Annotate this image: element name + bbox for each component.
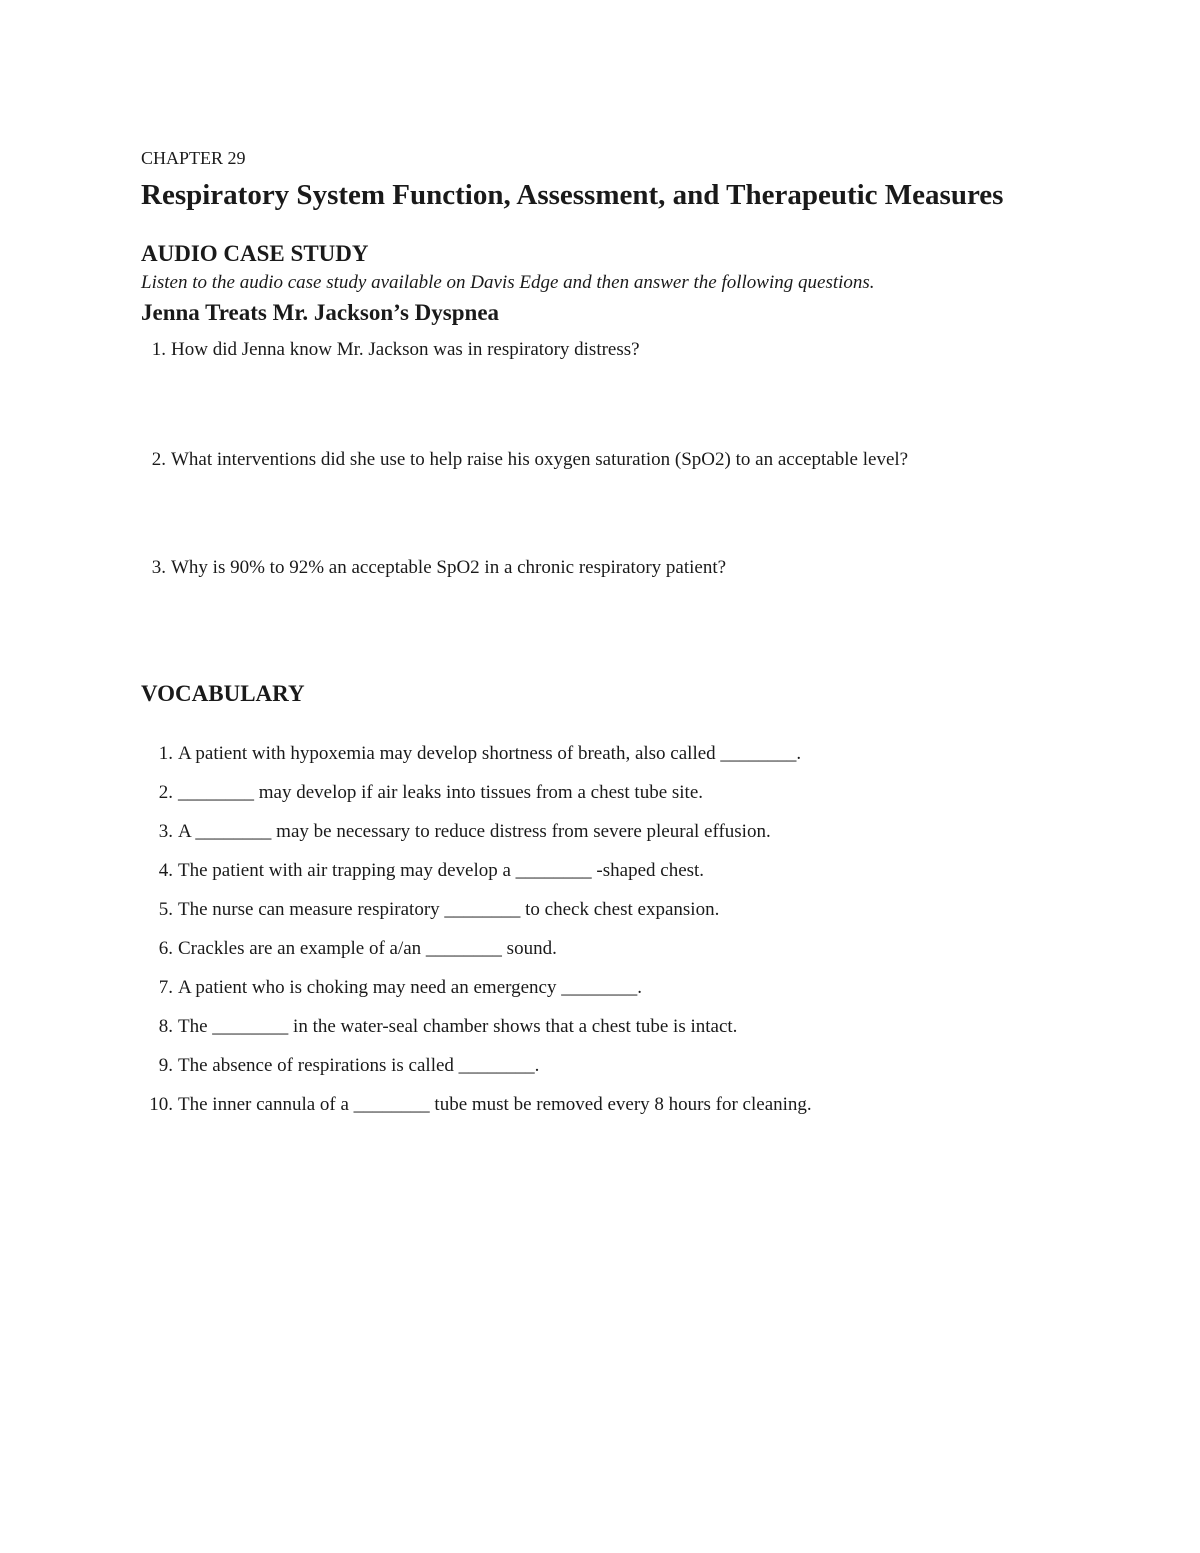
case-study-instructions: Listen to the audio case study available on Davis Edge and then answer the following questions. <box>141 272 875 293</box>
vocab-number: 7. <box>158 977 173 998</box>
vocab-text: The nurse can measure respiratory ________ to check chest expansion. <box>178 899 720 920</box>
question-number: 1. <box>151 339 166 360</box>
vocab-item-2 <box>141 773 1061 812</box>
vocab-item-7 <box>141 968 1061 1007</box>
vocab-item-5 <box>141 890 1061 929</box>
vocab-item-6 <box>141 929 1061 968</box>
vocab-number: 1. <box>158 743 173 764</box>
case-study-title: Jenna Treats Mr. Jackson’s Dyspnea <box>141 300 500 325</box>
vocab-text: The inner cannula of a ________ tube must be removed every 8 hours for cleaning. <box>178 1094 812 1115</box>
question-text: Why is 90% to 92% an acceptable SpO2 in a chronic respiratory patient? <box>171 557 727 578</box>
vocabulary-list <box>141 734 1061 1124</box>
vocab-text: The patient with air trapping may develop a ________ -shaped chest. <box>178 860 705 881</box>
vocab-text: A patient with hypoxemia may develop shortness of breath, also called ________. <box>178 743 802 764</box>
vocab-text: A ________ may be necessary to reduce distress from severe pleural effusion. <box>178 821 771 842</box>
vocab-text: A patient who is choking may need an emergency ________. <box>178 977 642 998</box>
question-number: 3. <box>151 557 166 578</box>
case-question-1 <box>141 336 1061 364</box>
case-question-3 <box>141 554 1061 582</box>
document-content <box>141 147 1061 1124</box>
vocab-item-9 <box>141 1046 1061 1085</box>
vocab-number: 3. <box>158 821 173 842</box>
vocab-number: 10. <box>149 1094 173 1115</box>
vocab-item-10 <box>141 1085 1061 1124</box>
audio-case-study-heading: AUDIO CASE STUDY <box>141 241 369 266</box>
vocab-number: 9. <box>158 1055 173 1076</box>
question-text: What interventions did she use to help raise his oxygen saturation (SpO2) to an acceptable level? <box>171 449 909 470</box>
chapter-label: CHAPTER 29 <box>141 148 246 168</box>
vocab-number: 6. <box>158 938 173 959</box>
vocab-number: 2. <box>158 782 173 803</box>
question-text: How did Jenna know Mr. Jackson was in respiratory distress? <box>171 339 640 360</box>
vocab-text: Crackles are an example of a/an ________ sound. <box>178 938 557 959</box>
case-question-2 <box>141 446 1061 474</box>
vocab-number: 8. <box>158 1016 173 1037</box>
question-number: 2. <box>151 449 166 470</box>
vocab-text: The absence of respirations is called ________. <box>178 1055 540 1076</box>
vocab-item-1 <box>141 734 1061 773</box>
vocab-number: 5. <box>158 899 173 920</box>
vocabulary-heading: VOCABULARY <box>141 681 305 706</box>
vocab-item-3 <box>141 812 1061 851</box>
vocab-text: ________ may develop if air leaks into tissues from a chest tube site. <box>178 782 704 803</box>
vocab-item-8 <box>141 1007 1061 1046</box>
vocab-text: The ________ in the water-seal chamber shows that a chest tube is intact. <box>178 1016 738 1037</box>
vocab-number: 4. <box>158 860 173 881</box>
vocab-item-4 <box>141 851 1061 890</box>
page-title: Respiratory System Function, Assessment, and Therapeutic Measures <box>141 179 1004 211</box>
